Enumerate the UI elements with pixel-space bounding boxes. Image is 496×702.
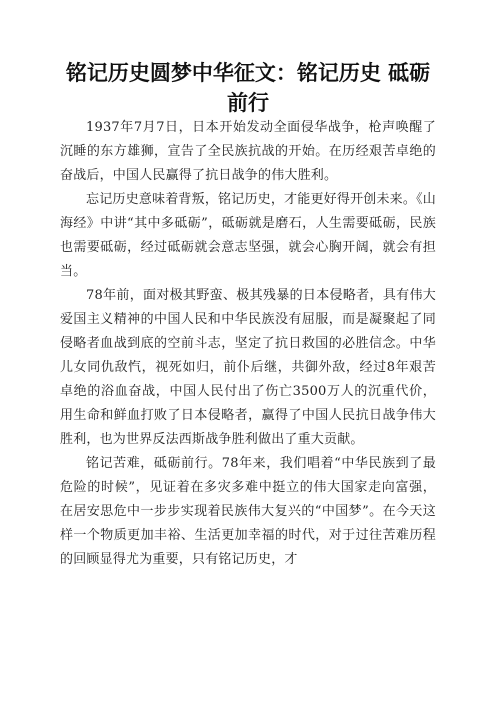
paragraph: 1937年7月7日，日本开始发动全面侵华战争，枪声唤醒了沉睡的东方雄狮，宣告了全民族抗战的开始。在历经艰苦卓绝的奋战后，中国人民赢得了抗日战争的伟大胜利。 bbox=[60, 120, 436, 183]
document-title: 铭记历史圆梦中华征文：铭记历史 砥砺前行 bbox=[65, 61, 431, 115]
document-body bbox=[60, 116, 436, 572]
paragraph: 忘记历史意味着背叛，铭记历史，才能更好得开创未来。《山海经》中讲“其中多砥砺”，砥砺就是磨石，人生需要砥砺，民族也需要砥砺，经过砥砺就会意志坚强，就会心胸开阔，就会有担当。 bbox=[60, 192, 436, 279]
paragraph: 铭记苦难，砥砺前行。78年来，我们唱着“中华民族到了最危险的时候”，见证着在多灾多难中挺立的伟大国家走向富强，在居安思危中一步步实现着民族伟大复兴的“中国梦”。在今天这样一个物质更加丰裕、生活更加幸福的时代，对于过往苦难历程的回顾显得尤为重要，只有铭记历史，才 bbox=[60, 456, 436, 567]
paragraph: 78年前，面对极其野蛮、极其残暴的日本侵略者，具有伟大爱国主义精神的中国人民和中华民族没有屈服，而是凝聚起了同侵略者血战到底的空前斗志，坚定了抗日救国的必胜信念。中华儿女同仇敌忾，视死如归，前仆后继，共御外敌，经过8年艰苦卓绝的浴血奋战，中国人民付出了伤亡3500万人的沉重代价，用生命和鲜血打败了日本侵略者，赢得了中国人民抗日战争伟大胜利，也为世界反法西斯战争胜利做出了重大贡献。 bbox=[60, 288, 436, 447]
